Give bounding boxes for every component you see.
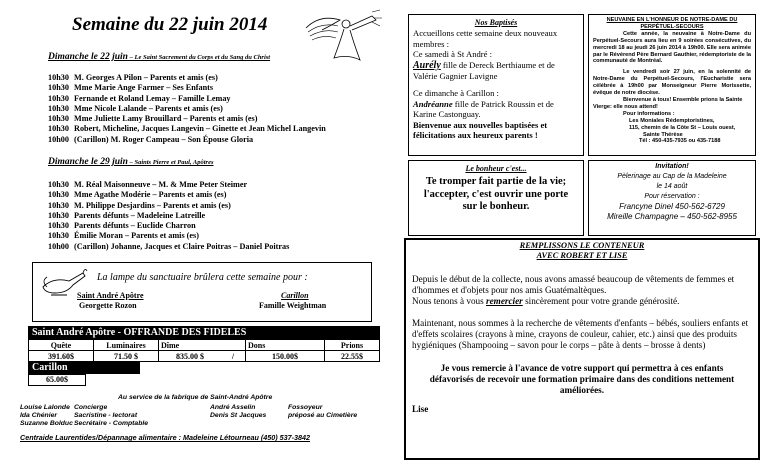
schedule-row: 10h00 (Carillon) Johanne, Jacques et Claire Poitras – Daniel Poitras [48, 241, 290, 251]
page-title: Semaine du 22 juin 2014 [72, 14, 268, 35]
schedule-row: 10h30 Robert, Micheline, Jacques Langevin – Ginette et Jean Michel Langevin [48, 124, 326, 134]
col-dons: Dons [246, 340, 325, 351]
col-dime: Dîme [159, 340, 246, 351]
invitation-box [588, 160, 756, 236]
novena-address-1: Les Moniales Rédemptoristines, [629, 117, 715, 124]
baptism-entry-1: Aurély fille de Dereck Berthiaume et de Valérie Gagnier Lavigne [413, 59, 555, 82]
schedule-row: 10h30 Mme Agathe Modérie – Parents et amis (es) [48, 190, 227, 200]
staff-row: Ida Chénier Sacristine - lectorat Denis St Jacques préposé au Cimetière [20, 412, 358, 419]
container-title-1: REMPLISSONS LE CONTENEUR [519, 241, 645, 250]
novena-address-2: 115, chemin de la Côte St – Louis ouest, [629, 124, 736, 131]
baptism-sunday: Ce dimanche à Carillon : [413, 88, 499, 99]
baptism-title: Nos Baptisés [474, 18, 518, 27]
container-thanks: Nous tenons à vous remercier sincèrement pour votre grande générosité. [412, 296, 680, 306]
col-prions: Prions [325, 340, 380, 351]
val-slash: / [221, 351, 246, 362]
offering-table [28, 339, 380, 362]
val-dime: 835.00 $ [159, 351, 222, 362]
invitation-line-5: Mireille Champagne – 450-562-8955 [607, 212, 737, 221]
fabrique-staff [20, 404, 380, 428]
container-signature: Lise [412, 404, 429, 414]
schedule-row: 10h30 Mme Marie Ange Farmer – Ses Enfants [48, 83, 214, 93]
schedule-row: 10h00 (Carillon) M. Roger Campeau – Son Épouse Gloria [48, 134, 254, 144]
baptism-intro: Accueillons cette semaine deux nouveaux membres : [413, 28, 558, 49]
novena-paragraph-3: Bienvenue à tous! Ensemble prions la Sainte Vierge: elle nous attend! [593, 96, 743, 110]
sanctuary-lamp-box [32, 262, 372, 322]
staff-row: Suzanne Bolduc Secrétaire - Comptable [20, 420, 149, 427]
novena-paragraph-1: Cette année, la neuvaine à Notre-Dame du Perpétuel-Secours aura lieu en 9 soirées consécutives, du mercredi 18 au jeudi 26 juin 2014 à 19h00. Elle sera animée par le Révérend Père Bernard Gauthier, rédemptoriste de la communauté de Montréal. [593, 30, 751, 65]
invitation-line-1: Pèlerinage au Cap de la Madeleine [617, 173, 727, 180]
sunday-1-heading: Dimanche le 22 juin – Le Saint Sacrement du Corps et du Sang du Christ [48, 52, 271, 62]
invitation-title: Invitation! [655, 163, 689, 170]
container-paragraph-2: Maintenant, nous sommes à la recherche de vêtements d'enfants – bébés, souliers enfants et d'effets scolaires (crayons à mine, crayons de couleur, cahier, etc.) ainsi que des produits hygiéniques (Shampooing – savon pour le corps – pâte à dents – brosse à dents) [412, 318, 749, 350]
carillon-value: 65.00$ [28, 374, 86, 386]
novena-box [588, 14, 756, 156]
novena-address-3: Sainte Thérèse [643, 131, 683, 138]
offering-section [28, 326, 380, 386]
val-prions: 22.55$ [325, 351, 380, 362]
sunday-1-schedule [48, 73, 378, 145]
schedule-row: 10h30 Fernande et Roland Lemay – Famille Lemay [48, 93, 231, 103]
bonheur-text: Te tromper fait partie de la vie; l'accepter, c'est ouvrir une porte sur le bonheur. [423, 176, 569, 212]
val-dons: 150.00$ [246, 351, 325, 362]
novena-info: Pour informations : [623, 110, 675, 117]
bonheur-box [408, 160, 584, 236]
baptism-box [408, 14, 584, 156]
novena-paragraph-2: Le vendredi soir 27 juin, en la solennité de Notre-Dame du Perpétuel-Secours, l'Eucharistie sera célébrée à 19h00 par Monseigneur Pierre Morissette, évêque de notre diocèse. [593, 69, 751, 97]
novena-phone: Tél : 450-435-7935 ou 435-7188 [639, 138, 721, 145]
schedule-row: 10h30 Mme Juliette Lamy Brouillard – Parents et amis (es) [48, 114, 258, 124]
schedule-row: 10h30 Parents défunts – Euclide Charron [48, 221, 196, 231]
col-quete: Quête [29, 340, 94, 351]
schedule-row: 10h30 Émilie Moran – Parents et amis (es) [48, 231, 199, 241]
invitation-line-3: Pour réservation : [644, 193, 700, 200]
fabrique-title: Au service de la fabrique de Saint-André Apôtre [118, 394, 273, 401]
invitation-line-4: Francyne Dinel 450-562-6729 [619, 202, 725, 211]
schedule-row: 10h30 M. Réal Maisonneuve – M. & Mme Peter Steimer [48, 180, 248, 189]
schedule-row: 10h30 Mme Nicole Lalande – Parents et amis (es) [48, 103, 223, 113]
offering-header: Saint André Apôtre - OFFRANDE DES FIDELES [28, 326, 380, 339]
sunday-2-schedule [48, 180, 378, 252]
schedule-row: 10h30 M. Philippe Desjardins – Parents et amis (es) [48, 200, 231, 210]
lamp-parish-2: Carillon [281, 291, 309, 300]
bonheur-title: Le bonheur c'est... [465, 164, 527, 173]
invitation-line-2: le 14 août [656, 183, 688, 190]
baptism-saturday: Ce samedi à St André : [413, 49, 493, 60]
container-title-2: AVEC ROBERT ET LISE [536, 251, 628, 260]
container-paragraph-1: Depuis le début de la collecte, nous avons amassé beaucoup de vêtements de femmes et d'hommes et d'objets pour nos amis Guatémaltèques. [412, 274, 735, 295]
baptism-entry-2: Andréanne fille de Patrick Roussin et de Karine Castonguay. [413, 98, 554, 120]
schedule-row: 10h30 M. Georges A Pilon – Parents et amis (es) [48, 73, 218, 82]
sunday-2-heading: Dimanche le 29 juin – Saints Pierre et Paul, Apôtres [48, 157, 214, 167]
schedule-row: 10h30 Parents défunts – Madeleine Latreille [48, 210, 206, 220]
staff-row: Louise Lalonde Concierge André Asselin Fossoyeur [20, 404, 323, 411]
baptism-welcome: Bienvenue aux nouvelles baptisées et félicitations aux heureux parents ! [413, 119, 548, 141]
container-box [404, 238, 760, 460]
lamp-title: La lampe du sanctuaire brûlera cette semaine pour : [97, 272, 308, 283]
lamp-parish-1: Saint André Apôtre [77, 291, 144, 300]
lamp-name-2: Famille Weightman [259, 301, 327, 310]
col-luminaires: Luminaires [94, 340, 159, 351]
container-paragraph-3: Je vous remercie à l'avance de votre support qui permettra à ces enfants défavorisés de recevoir une formation primaire dans des conditions nettement améliorées. [429, 363, 735, 395]
val-luminaires: 71.50 $ [94, 351, 159, 362]
carillon-header: Carillon [28, 362, 140, 374]
centraide-footer: Centraide Laurentides/Dépannage alimentaire : Madeleine Létourneau (450) 537-3842 [20, 433, 310, 442]
novena-title: NEUVAINE EN L'HONNEUR DE NOTRE-DAME DU PERPÉTUEL-SECOURS [606, 17, 738, 30]
lamp-name-1: Georgette Rozon [79, 301, 137, 310]
val-quete: 391.60$ [29, 351, 94, 362]
